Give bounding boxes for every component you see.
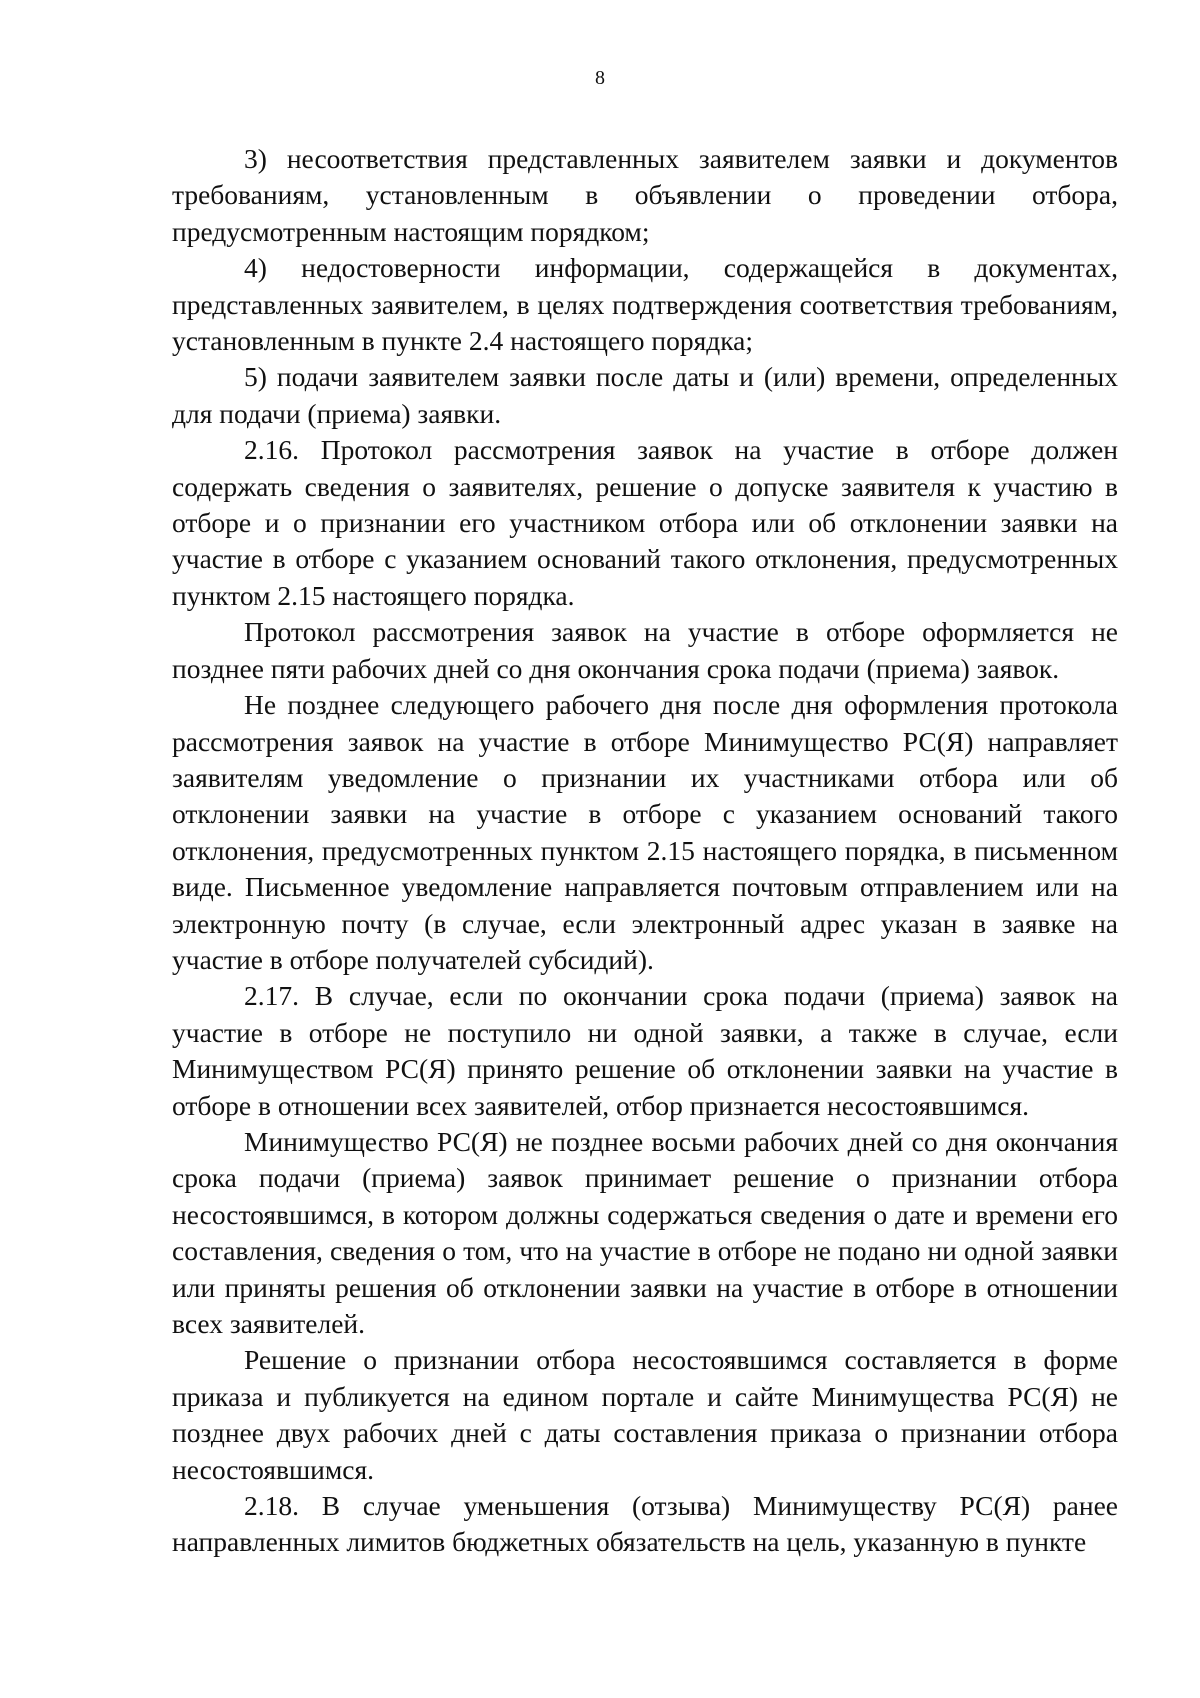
- document-body: [172, 141, 1118, 1561]
- paragraph-2-17: 2.17. В случае, если по окончании срока подачи (приема) заявок на участие в отборе не поступило ни одной заявки, а также в случае, если Минимуществом РС(Я) принято решение об отклонении заявки на участие в отборе в отношении всех заявителей, отбор признается несостоявшимся.: [172, 980, 1118, 1121]
- paragraph-2-18: 2.18. В случае уменьшения (отзыва) Минимуществу РС(Я) ранее направленных лимитов бюджетных обязательств на цель, указанную в пункте: [172, 1490, 1118, 1558]
- paragraph-failed-selection-decision: Минимущество РС(Я) не позднее восьми рабочих дней со дня окончания срока подачи (приема) заявок принимает решение о признании отбора несостоявшимся, в котором должны содержаться сведения о дате и времени его составления, сведения о том, что на участие в отборе не подано ни одной заявки или приняты решения об отклонении заявки на участие в отборе в отношении всех заявителей.: [172, 1125, 1118, 1339]
- paragraph-item-5: 5) подачи заявителем заявки после даты и (или) времени, определенных для подачи (приема) заявки.: [172, 361, 1118, 429]
- paragraph-item-4: 4) недостоверности информации, содержащейся в документах, представленных заявителем, в целях подтверждения соответствия требованиям, установленным в пункте 2.4 настоящего порядка;: [172, 252, 1118, 357]
- paragraph-notification: Не позднее следующего рабочего дня после дня оформления протокола рассмотрения заявок на участие в отборе Минимущество РС(Я) направляет заявителям уведомление о признании их участниками отбора или об отклонении заявки на участие в отборе с указанием оснований такого отклонения, предусмотренных пунктом 2.15 настоящего порядка, в письменном виде. Письменное уведомление направляется почтовым отправлением или на электронную почту (в случае, если электронный адрес указан в заявке на участие в отборе получателей субсидий).: [172, 689, 1118, 975]
- paragraph-item-3: 3) несоответствия представленных заявителем заявки и документов требованиям, установленным в объявлении о проведении отбора, предусмотренным настоящим порядком;: [172, 143, 1118, 247]
- paragraph-order-publication: Решение о признании отбора несостоявшимся составляется в форме приказа и публикуется на едином портале и сайте Минимущества РС(Я) не позднее двух рабочих дней с даты составления приказа о признании отбора несостоявшимся.: [172, 1344, 1118, 1485]
- page-number: 8: [595, 67, 605, 89]
- paragraph-protocol-deadline: Протокол рассмотрения заявок на участие в отборе оформляется не позднее пяти рабочих дней со дня окончания срока подачи (приема) заявок.: [172, 616, 1118, 684]
- paragraph-2-16: 2.16. Протокол рассмотрения заявок на участие в отборе должен содержать сведения о заявителях, решение о допуске заявителя к участию в отборе и о признании его участником отбора или об отклонении заявки на участие в отборе с указанием оснований такого отклонения, предусмотренных пунктом 2.15 настоящего порядка.: [172, 434, 1118, 611]
